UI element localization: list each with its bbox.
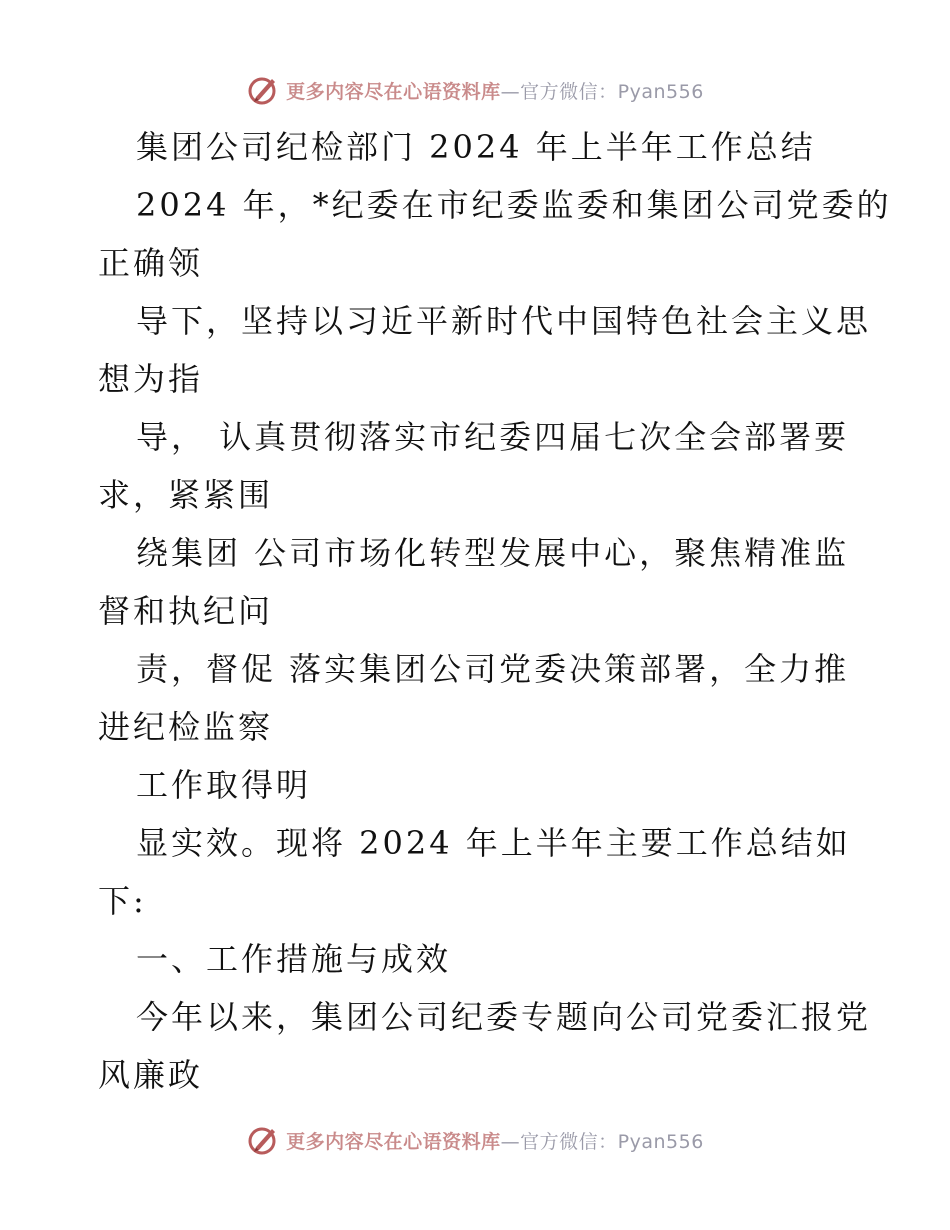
text-line: 风廉政: [98, 1056, 204, 1094]
document-body: [98, 118, 892, 1104]
watermark-contact: —官方微信：Pyan556: [500, 80, 704, 103]
text-line: 显实效。现将 2024 年上半年主要工作总结如: [136, 824, 851, 862]
pen-logo-icon: [246, 1123, 280, 1157]
watermark-footer: [0, 1120, 950, 1160]
text-line: 督和执纪问: [98, 592, 274, 630]
text-line: 求，紧紧围: [98, 476, 274, 514]
watermark-brand: 更多内容尽在心语资料库: [286, 1130, 501, 1153]
text-line: 下:: [98, 882, 147, 920]
text-line: 责，督促 落实集团公司党委决策部署，全力推: [136, 650, 850, 688]
text-line: 导， 认真贯彻落实市纪委四届七次全会部署要: [136, 418, 850, 456]
document-title: 集团公司纪检部门 2024 年上半年工作总结: [136, 128, 816, 166]
pen-logo-icon: [246, 73, 280, 107]
text-line: 绕集团 公司市场化转型发展中心，聚焦精准监: [136, 534, 850, 572]
watermark-contact: —官方微信：Pyan556: [500, 1130, 704, 1153]
text-line: 2024 年，*纪委在市纪委监委和集团公司党委的: [136, 186, 892, 224]
section-heading: 一、工作措施与成效: [136, 940, 452, 978]
text-line: 正确领: [98, 244, 204, 282]
text-line: 今年以来，集团公司纪委专题向公司党委汇报党: [136, 998, 872, 1036]
text-line: 进纪检监察: [98, 708, 274, 746]
text-line: 导下，坚持以习近平新时代中国特色社会主义思: [136, 302, 872, 340]
text-line: 工作取得明: [136, 766, 312, 804]
text-line: 想为指: [98, 360, 204, 398]
watermark-brand: 更多内容尽在心语资料库: [286, 80, 501, 103]
watermark-header: [0, 70, 950, 110]
